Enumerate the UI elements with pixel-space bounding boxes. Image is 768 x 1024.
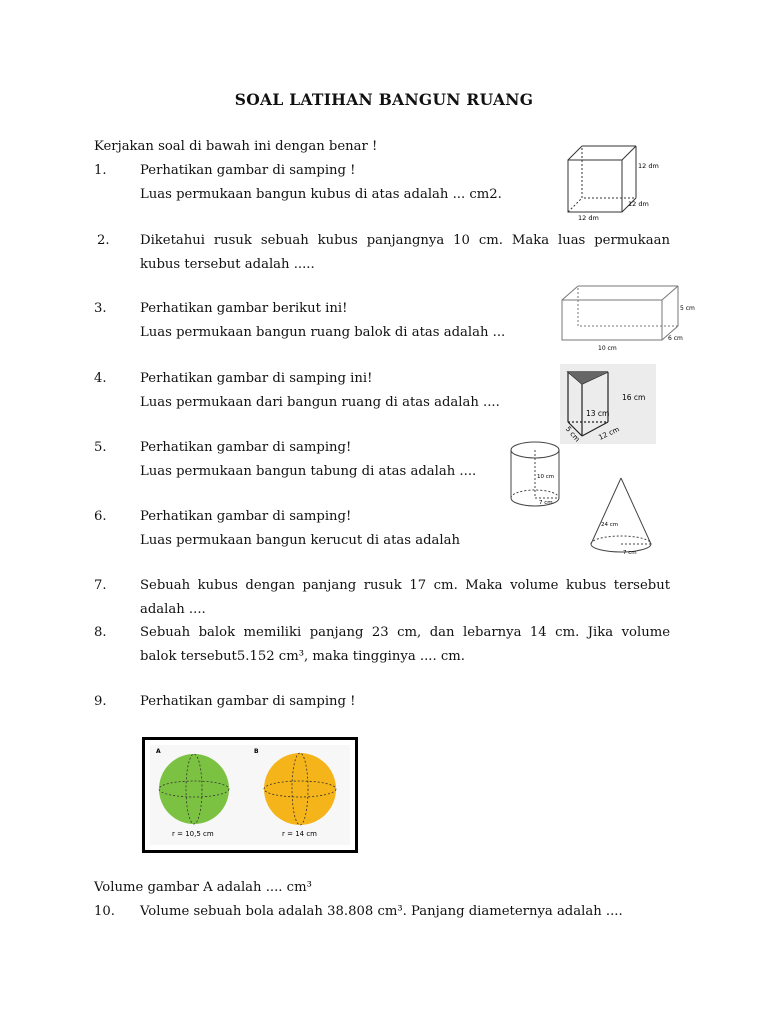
cuboid-label-width: 6 cm xyxy=(668,335,683,342)
question-number: 4. xyxy=(94,371,107,386)
question-line: Perhatikan gambar di samping! xyxy=(140,509,352,524)
question-number: 10. xyxy=(94,904,115,919)
cylinder-label-radius: 7 cm xyxy=(539,500,553,506)
prism-label-side1: 5 cm xyxy=(563,425,582,444)
question-line: Luas permukaan bangun kubus di atas adalah ... cm2. xyxy=(140,187,502,202)
sphere-b-label: B xyxy=(254,748,259,755)
instruction: Kerjakan soal di bawah ini dengan benar ! xyxy=(94,139,378,154)
question-number: 7. xyxy=(94,578,107,593)
sphere-a-label: A xyxy=(156,748,161,755)
cuboid-label-height: 5 cm xyxy=(680,305,695,312)
cone-label-radius: 7 cm xyxy=(623,550,637,556)
question-line: Volume sebuah bola adalah 38.808 cm³. Panjang diameternya adalah .... xyxy=(140,904,623,919)
prism-label-height: 16 cm xyxy=(622,393,646,402)
question-number: 9. xyxy=(94,694,107,709)
question-number: 6. xyxy=(94,509,107,524)
volume-a-text: Volume gambar A adalah .... cm³ xyxy=(94,880,312,895)
cube-figure xyxy=(560,140,660,222)
cube-label-top: 12 dm xyxy=(638,162,659,170)
question-line: Perhatikan gambar di samping ! xyxy=(140,694,356,709)
question-number: 3. xyxy=(94,301,107,316)
question-line: kubus tersebut adalah ..... xyxy=(140,257,315,272)
question-line: Diketahui rusuk sebuah kubus panjangnya 10 cm. Maka luas permukaan xyxy=(140,233,670,248)
question-number: 2. xyxy=(97,233,110,248)
cone-figure xyxy=(585,474,655,560)
question-line: Perhatikan gambar di samping ! xyxy=(140,163,356,178)
question-line: Luas permukaan bangun kerucut di atas adalah xyxy=(140,533,460,548)
sphere-a xyxy=(159,754,229,824)
cylinder-figure xyxy=(505,438,565,514)
question-line: Perhatikan gambar berikut ini! xyxy=(140,301,348,316)
question-line: Perhatikan gambar di samping ini! xyxy=(140,371,373,386)
cube-label-bottom: 12 dm xyxy=(578,214,599,222)
sphere-b xyxy=(264,753,336,825)
question-number: 1. xyxy=(94,163,107,178)
page-title: SOAL LATIHAN BANGUN RUANG xyxy=(234,90,534,109)
prism-figure xyxy=(560,364,656,444)
question-line: balok tersebut5.152 cm³, maka tingginya .... cm. xyxy=(140,649,465,664)
prism-label-mid: 13 cm xyxy=(586,409,610,418)
cylinder-label-height: 10 cm xyxy=(537,474,555,480)
question-line: Luas permukaan dari bangun ruang di atas adalah .... xyxy=(140,395,500,410)
cuboid-figure xyxy=(558,282,698,354)
question-line: Luas permukaan bangun ruang balok di atas adalah ... xyxy=(140,325,506,340)
cone-label-slant: 24 cm xyxy=(601,522,619,528)
question-line: adalah .... xyxy=(140,602,206,617)
spheres-figure xyxy=(142,737,358,853)
question-line: Sebuah balok memiliki panjang 23 cm, dan lebarnya 14 cm. Jika volume xyxy=(140,625,670,640)
question-number: 8. xyxy=(94,625,107,640)
sphere-b-radius: r = 14 cm xyxy=(282,830,317,838)
cube-label-right: 12 dm xyxy=(628,200,649,208)
sphere-a-radius: r = 10,5 cm xyxy=(172,830,214,838)
question-line: Perhatikan gambar di samping! xyxy=(140,440,352,455)
prism-label-side2: 12 cm xyxy=(597,425,621,442)
question-line: Luas permukaan bangun tabung di atas adalah .... xyxy=(140,464,477,479)
question-number: 5. xyxy=(94,440,107,455)
cuboid-label-length: 10 cm xyxy=(598,345,617,352)
question-line: Sebuah kubus dengan panjang rusuk 17 cm. Maka volume kubus tersebut xyxy=(140,578,670,593)
